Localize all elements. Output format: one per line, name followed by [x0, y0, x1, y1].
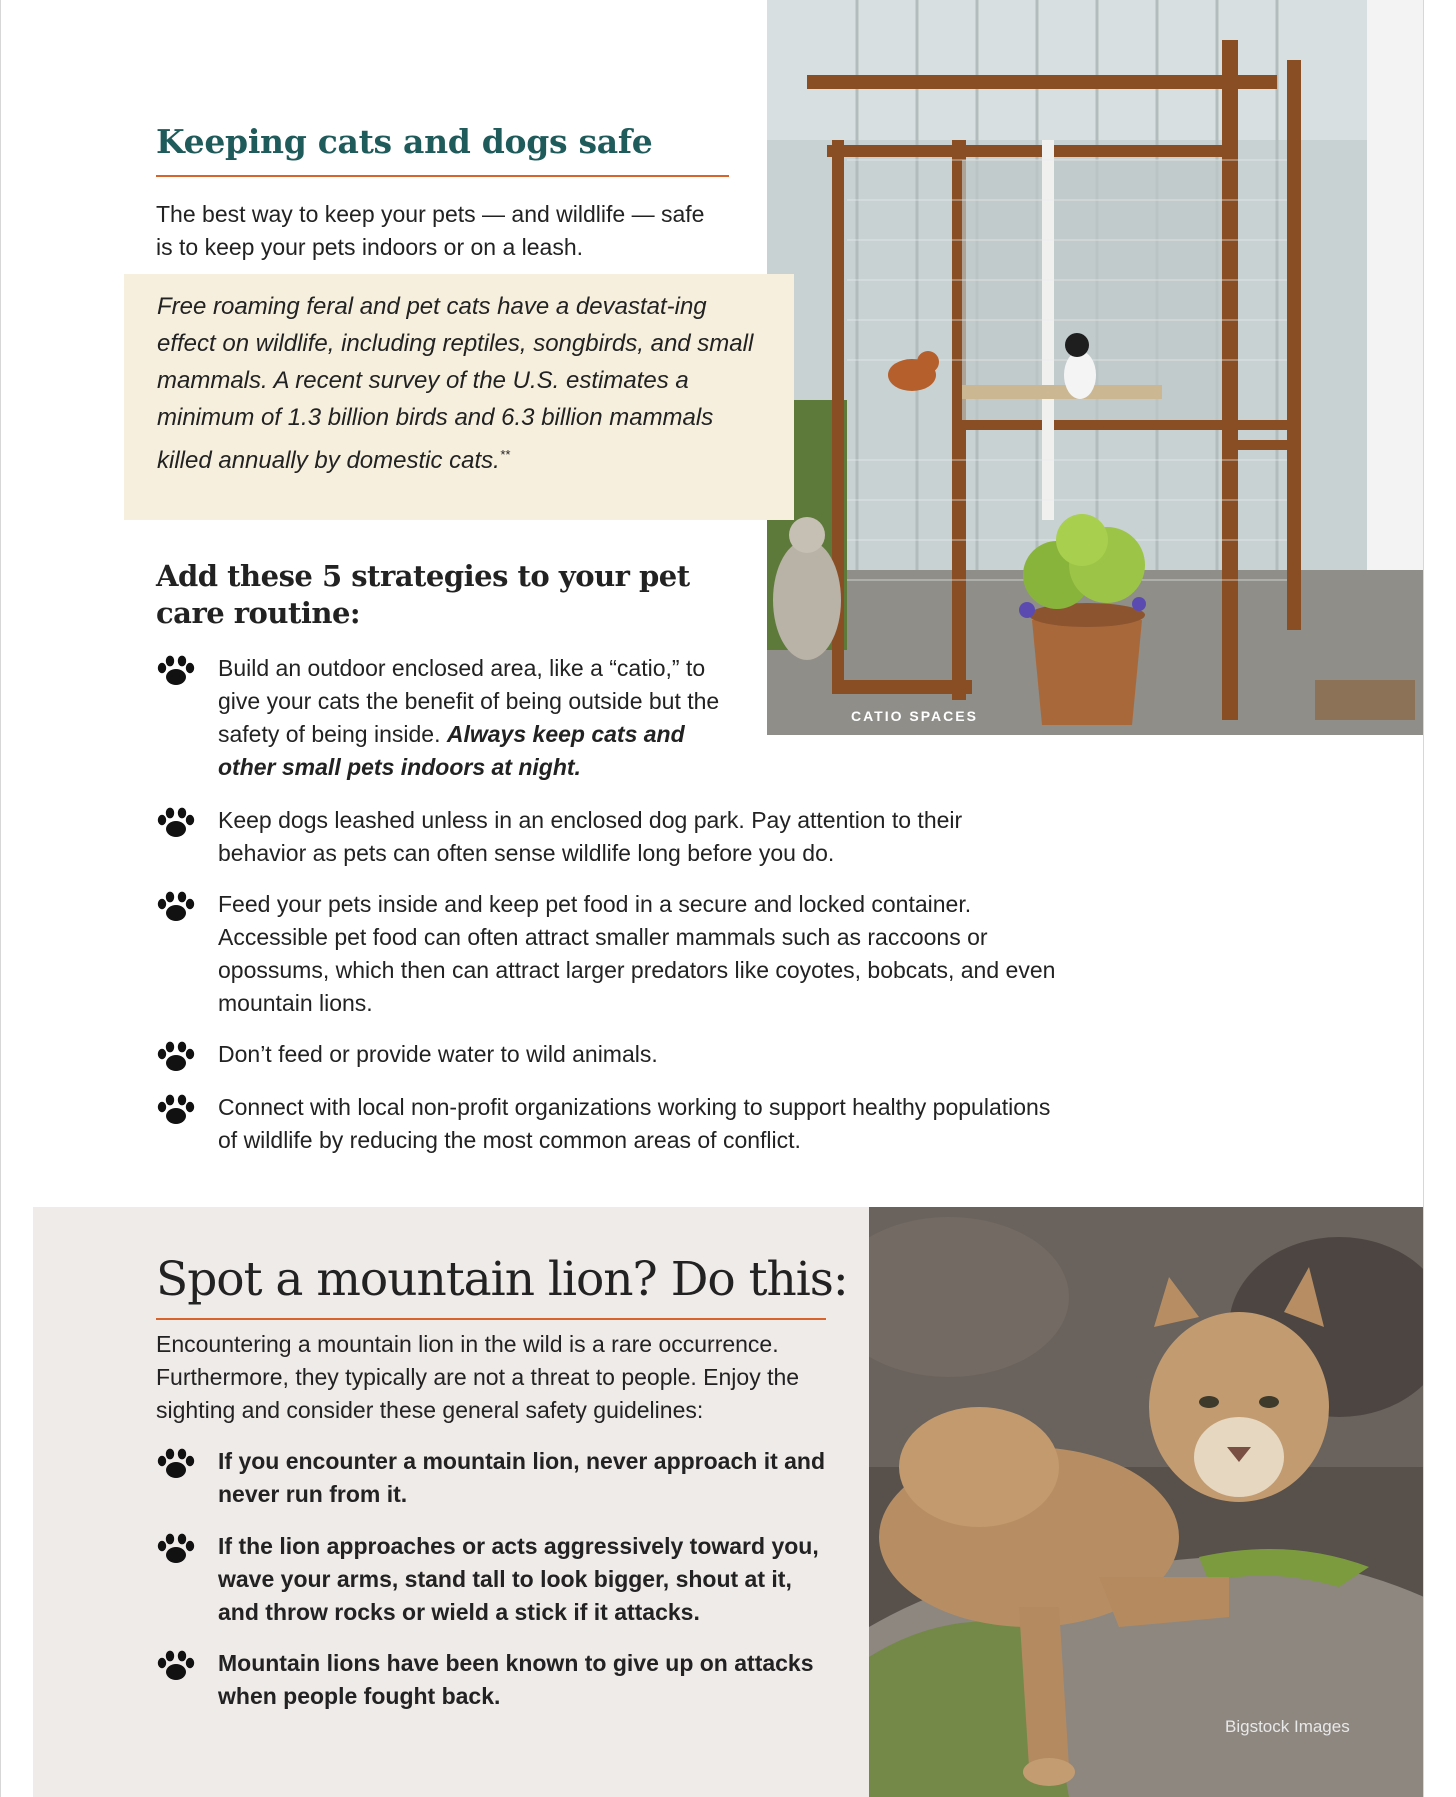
paw-icon: [156, 1532, 196, 1566]
callout-text: Free roaming feral and pet cats have a devastat-ing effect on wildlife, including reptiles, songbirds, and small mammals. A recent survey of the U.S. estimates a minimum of 1.3 billion birds and 6.3 billion mammals killed annually by domestic cats.: [157, 293, 754, 474]
intro-paragraph: The best way to keep your pets — and wildlife — safe is to keep your pets indoors or on a leash.: [156, 201, 705, 260]
list-item: [156, 888, 1056, 1020]
callout-footnote-mark: **: [499, 447, 510, 462]
paw-icon: [156, 806, 196, 840]
strategy-list-item-1: [156, 652, 736, 784]
paw-icon: [156, 1649, 196, 1683]
catio-photo-credit: CATIO SPACES: [851, 708, 978, 724]
strategy-text: Feed your pets inside and keep pet food in a secure and locked container. Accessible pet food can often attract smaller mammals such as raccoons or opossums, which then can attract larger predators like coyotes, bobcats, and even mountain lions.: [218, 891, 1056, 1016]
paw-icon: [156, 1447, 196, 1481]
lion-tip-text: Mountain lions have been known to give up on attacks when people fought back.: [218, 1650, 814, 1709]
title-underline: [156, 175, 729, 177]
list-item: [156, 652, 736, 784]
lion-photo-credit: Bigstock Images: [1225, 1717, 1350, 1736]
section-title: Keeping cats and dogs safe: [156, 122, 653, 161]
strategy-text: Build an outdoor enclosed area, like a “catio,” to give your cats the benefit of being outside but the safety of being inside.: [218, 655, 720, 747]
lion-intro-paragraph: Encountering a mountain lion in the wild is a rare occurrence. Furthermore, they typically are not a threat to people. Enjoy the sighting and consider these general safety guidelines:: [156, 1331, 800, 1423]
paw-icon: [156, 1093, 196, 1127]
list-item: [156, 1038, 1056, 1071]
strategy-text: Connect with local non-profit organizations working to support healthy populations of wildlife by reducing the most common areas of conflict.: [218, 1094, 1051, 1153]
lion-list-item-2: [156, 1530, 836, 1629]
list-item: [156, 1647, 836, 1713]
callout-box: [124, 274, 794, 520]
strategy-text: Don’t feed or provide water to wild animals.: [218, 1041, 658, 1067]
strategy-list-item-2: [156, 804, 1056, 870]
strategy-list-item-4: [156, 1038, 1056, 1071]
strategy-list-item-5: [156, 1091, 1056, 1157]
lion-tip-text: If the lion approaches or acts aggressively toward you, wave your arms, stand tall to look bigger, shout at it, and throw rocks or wield a stick if it attacks.: [218, 1533, 819, 1625]
paw-icon: [156, 890, 196, 924]
strategy-list-item-3: [156, 888, 1056, 1020]
paw-icon: [156, 654, 196, 688]
mountain-lion-photo: [869, 1207, 1424, 1797]
strategy-emphasis: Always keep cats and other small pets indoors at night.: [218, 721, 685, 780]
lion-tip-text: If you encounter a mountain lion, never approach it and never run from it.: [218, 1448, 826, 1507]
list-item: [156, 1445, 836, 1511]
lion-title-underline: [156, 1318, 826, 1320]
catio-photo: [767, 0, 1424, 735]
list-item: [156, 1530, 836, 1629]
list-item: [156, 1091, 1056, 1157]
list-item: [156, 804, 1056, 870]
strategies-title: Add these 5 strategies to your pet care routine:: [156, 559, 690, 630]
paw-icon: [156, 1040, 196, 1074]
lion-list-item-3: [156, 1647, 836, 1713]
lion-list-item-1: [156, 1445, 836, 1511]
lion-section-title: Spot a mountain lion? Do this:: [156, 1252, 848, 1307]
strategy-text: Keep dogs leashed unless in an enclosed dog park. Pay attention to their behavior as pets can often sense wildlife long before you do.: [218, 807, 963, 866]
